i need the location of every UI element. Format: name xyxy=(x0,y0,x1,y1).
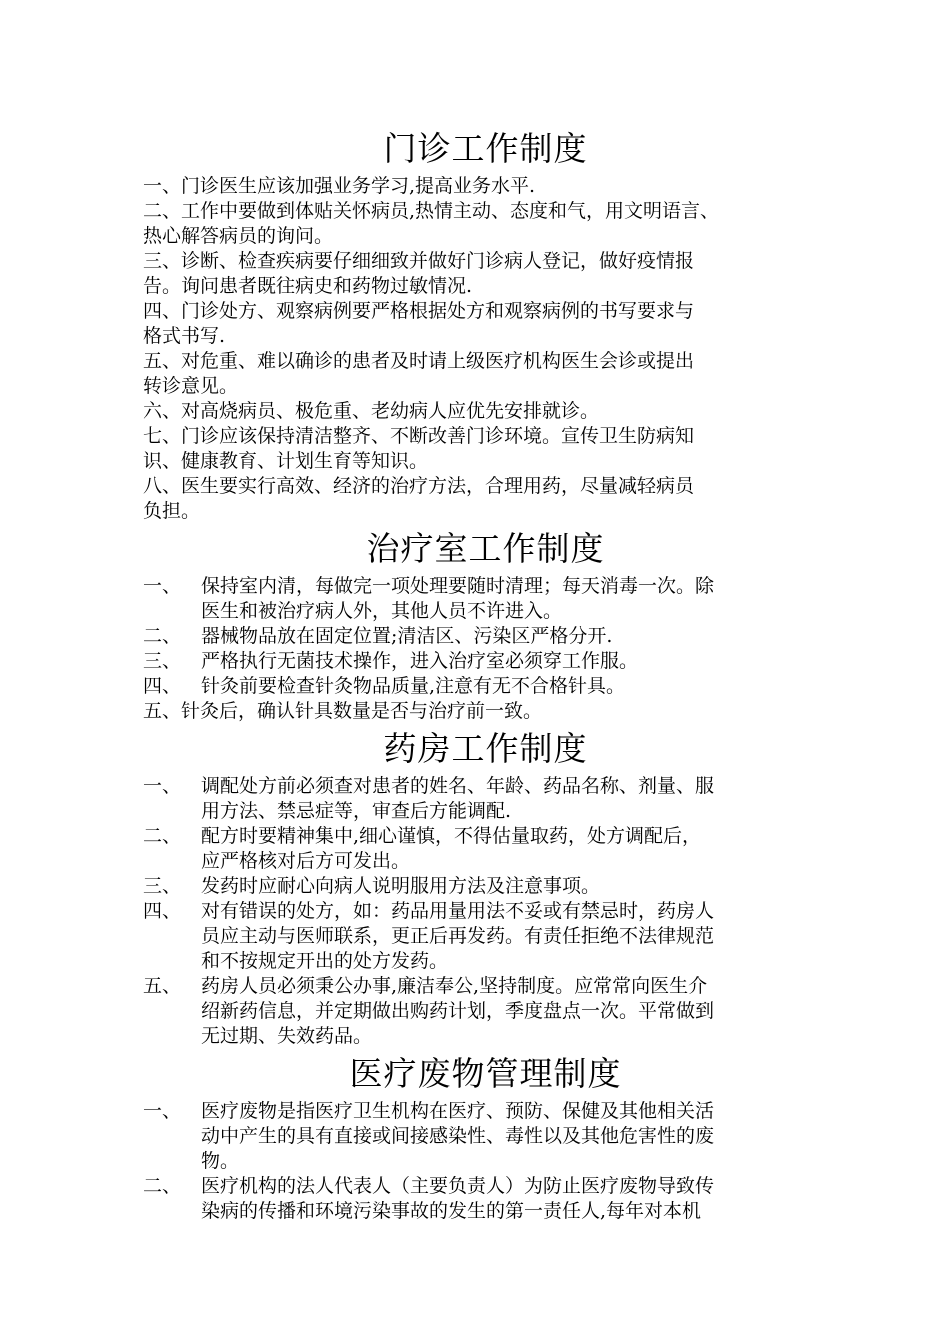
list-item xyxy=(143,1099,828,1174)
list-item xyxy=(143,824,828,874)
list-item-number: 二、 xyxy=(143,625,182,647)
list-item-text: 医疗废物是指医疗卫生机构在医疗、预防、保健及其他相关活 xyxy=(201,1100,715,1122)
list-item xyxy=(143,574,828,624)
list-item xyxy=(143,624,828,649)
text-line: 负担。 xyxy=(143,500,201,522)
list-item-number: 三、 xyxy=(143,875,182,897)
text-line: 转诊意见。 xyxy=(143,375,239,397)
list-item-text: 配方时要精神集中,细心谨慎，不得估量取药，处方调配后， xyxy=(201,825,702,847)
list-item-number: 一、 xyxy=(143,575,182,597)
list-item-number: 四、 xyxy=(143,675,182,697)
list-item xyxy=(143,874,828,899)
list-item-text: 绍新药信息，并定期做出购药计划，季度盘点一次。平常做到 xyxy=(201,1000,715,1022)
section-title-pharmacy: 药房工作制度 xyxy=(383,729,588,768)
list-item-number: 二、 xyxy=(143,825,182,847)
section-title-treatment-room: 治疗室工作制度 xyxy=(366,529,605,568)
text-line: 一、门诊医生应该加强业务学习,提高业务水平. xyxy=(143,175,536,197)
list-item xyxy=(143,899,828,974)
list-item-number: 二、 xyxy=(143,1175,182,1197)
list-item-text: 物。 xyxy=(201,1150,240,1172)
text-line: 三、诊断、检查疾病要仔细细致并做好门诊病人登记，做好疫情报 xyxy=(143,250,695,272)
list-item xyxy=(143,974,828,1049)
text-line: 识、健康教育、计划生育等知识。 xyxy=(143,450,429,472)
list-item-text: 发药时应耐心向病人说明服用方法及注意事项。 xyxy=(201,875,601,897)
list-item-text: 严格执行无菌技术操作，进入治疗室必须穿工作服。 xyxy=(201,650,639,672)
text-line: 七、门诊应该保持清洁整齐、不断改善门诊环境。宣传卫生防病知 xyxy=(143,425,695,447)
section-treatment-room-list xyxy=(143,574,828,724)
section-title-outpatient: 门诊工作制度 xyxy=(383,129,588,168)
list-item-text: 器械物品放在固定位置;清洁区、污染区严格分开. xyxy=(201,625,613,647)
list-item xyxy=(143,774,828,824)
text-line: 八、医生要实行高效、经济的治疗方法，合理用药，尽量减轻病员 xyxy=(143,475,695,497)
list-item-last: 五、针灸后，确认针具数量是否与治疗前一致。 xyxy=(143,700,543,722)
list-item-text: 医疗机构的法人代表人（主要负责人）为防止医疗废物导致传 xyxy=(201,1175,715,1197)
list-item-text: 保持室内清，每做完一项处理要随时清理；每天消毒一次。除 xyxy=(201,575,715,597)
list-item-text: 动中产生的具有直接或间接感染性、毒性以及其他危害性的废 xyxy=(201,1125,715,1147)
list-item-text: 无过期、失效药品。 xyxy=(201,1025,373,1047)
text-line: 格式书写. xyxy=(143,325,226,347)
list-item xyxy=(143,1174,828,1224)
text-line: 告。询问患者既往病史和药物过敏情况. xyxy=(143,275,473,297)
list-item-number: 三、 xyxy=(143,650,182,672)
list-item-number: 一、 xyxy=(143,1100,182,1122)
text-line: 热心解答病员的询问。 xyxy=(143,225,334,247)
list-item-text: 医生和被治疗病人外，其他人员不许进入。 xyxy=(201,600,563,622)
text-line: 五、对危重、难以确诊的患者及时请上级医疗机构医生会诊或提出 xyxy=(143,350,695,372)
list-item-number: 五、 xyxy=(143,975,182,997)
list-item-text: 应严格核对后方可发出。 xyxy=(201,850,411,872)
list-item-text: 对有错误的处方，如：药品用量用法不妥或有禁忌时，药房人 xyxy=(201,900,715,922)
list-item-number: 四、 xyxy=(143,900,182,922)
list-item-text: 员应主动与医师联系，更正后再发药。有责任拒绝不法律规范 xyxy=(201,925,715,947)
list-item-number: 一、 xyxy=(143,775,182,797)
list-item-text: 针灸前要检查针灸物品质量,注意有无不合格针具。 xyxy=(201,675,626,697)
list-item-text: 和不按规定开出的处方发药。 xyxy=(201,950,449,972)
text-line: 二、工作中要做到体贴关怀病员,热情主动、态度和气，用文明语言、 xyxy=(143,200,720,222)
list-item-text: 染病的传播和环境污染事故的发生的第一责任人,每年对本机 xyxy=(201,1200,702,1222)
section-outpatient-text xyxy=(143,174,828,524)
list-item xyxy=(143,674,828,699)
document-body xyxy=(143,124,828,1224)
list-item-text: 用方法、禁忌症等，审查后方能调配. xyxy=(201,800,512,822)
list-item-text: 药房人员必须秉公办事,廉洁奉公,坚持制度。应常常向医生介 xyxy=(201,975,708,997)
text-line: 四、门诊处方、观察病例要严格根据处方和观察病例的书写要求与 xyxy=(143,300,695,322)
section-title-medical-waste: 医疗废物管理制度 xyxy=(349,1054,622,1093)
text-line: 六、对高烧病员、极危重、老幼病人应优先安排就诊。 xyxy=(143,400,600,422)
list-item-text: 调配处方前必须查对患者的姓名、年龄、药品名称、剂量、服 xyxy=(201,775,715,797)
section-medical-waste-list xyxy=(143,1099,828,1224)
list-item xyxy=(143,649,828,674)
section-pharmacy-list xyxy=(143,774,828,1049)
